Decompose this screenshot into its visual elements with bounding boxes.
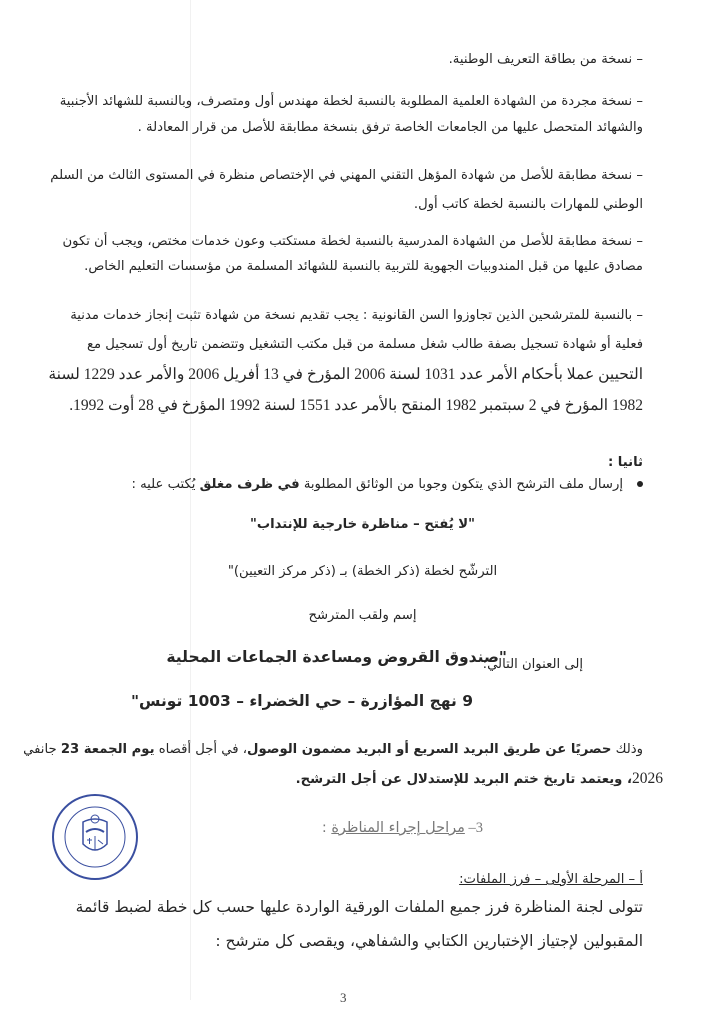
bullet-icon: [637, 481, 643, 487]
scan-artifact-line: [190, 0, 191, 1000]
list-item-age-limit-cont1: فعلية أو شهادة تسجيل بصفة طالب شغل مسلمة من قبل مكتب التشغيل وتتضمن تاريخ أول تسجيل مع: [86, 337, 643, 352]
address-label: إلى العنوان التالي:: [482, 657, 583, 672]
deadline-paragraph-line2: 2026، ويعتمد تاريخ ختم البريد للإستدلال عن أجل الترشح.: [295, 770, 663, 787]
envelope-position: الترشّح لخطة (ذكر الخطة) بـ (ذكر مركز التعيين)": [227, 564, 498, 579]
official-stamp: [50, 792, 140, 882]
page-number: 3: [340, 990, 347, 1005]
envelope-do-not-open: "لا يُفتح – مناظرة خارجية للإنتداب": [250, 517, 475, 532]
phase-one-paragraph-line2: المقبولين لإجتياز الإختبارين الكتابي والشفاهي، ويقصى كل مترشح :: [215, 932, 643, 950]
list-item-age-limit: – بالنسبة للمترشحين الذين تجاوزوا السن القانونية : يجب تقديم نسخة من شهادة تثبت إنجاز خدمات مدنية: [70, 308, 643, 323]
section-3-title: 3– مراحل إجراء المناظرة :: [321, 820, 483, 836]
list-item-vocational: – نسخة مطابقة للأصل من شهادة المؤهل التقني المهني في الإختصاص منظرة في المستوى الثالث من السلم: [50, 168, 643, 183]
list-item-vocational-cont: الوطني للمهارات بالنسبة لخطة كاتب أول.: [413, 197, 643, 212]
deadline-paragraph-line1: وذلك حصريًا عن طريق البريد السريع أو البريد مضمون الوصول، في أجل أقصاه يوم الجمعة 23 جانفي: [23, 742, 643, 757]
list-item-diploma-cont: والشهائد المتحصل عليها من الجامعات الخاصة ترفق بنسخة مطابقة للأصل من قرار المعادلة .: [137, 120, 643, 135]
phase-one-paragraph-line1: تتولى لجنة المناظرة فرز جميع الملفات الورقية الواردة عليها حسب كل خطة لضبط قائمة: [75, 898, 643, 916]
envelope-candidate-name: إسم ولقب المترشح: [308, 608, 417, 623]
address-line-2: 9 نهج المؤازرة – حي الخضراء – 1003 تونس": [130, 692, 473, 710]
list-item-age-limit-cont2: التحيين عملا بأحكام الأمر عدد 1031 لسنة 2006 المؤرخ في 13 أفريل 2006 والأمر عدد 1229 لسنة: [48, 366, 643, 383]
list-item-age-limit-cont3: 1982 المؤرخ في 2 سبتمبر 1982 المنقح بالأمر عدد 1551 لسنة 1992 المؤرخ في 28 أوت 1992.: [69, 397, 643, 414]
bullet-send-file: إرسال ملف الترشح الذي يتكون وجوبا من الوثائق المطلوبة في ظرف مغلق يُكتب عليه :: [131, 477, 643, 492]
list-item-school-cert: – نسخة مطابقة للأصل من الشهادة المدرسية بالنسبة لخطة مستكتب وعون خدمات مختص، ويجب أن تكون: [62, 234, 643, 249]
section-heading-second: ثانيا :: [607, 455, 643, 470]
list-item-diploma: – نسخة مجردة من الشهادة العلمية المطلوبة بالنسبة لخطة مهندس أول ومتصرف، وبالنسبة للشهائد الأجنبية: [59, 94, 643, 109]
list-item-id-card: – نسخة من بطاقة التعريف الوطنية.: [448, 52, 643, 67]
list-item-school-cert-cont: مصادق عليها من قبل المندوبيات الجهوية للتربية بالنسبة للشهائد المسلمة من مؤسسات التعليم الخاص.: [84, 259, 643, 274]
address-line-1: "صندوق القروض ومساعدة الجماعات المحلية: [166, 648, 507, 666]
phase-one-heading: أ – المرحلة الأولى – فرز الملفات:: [459, 872, 643, 887]
emblem-lion-icon: [86, 829, 104, 832]
